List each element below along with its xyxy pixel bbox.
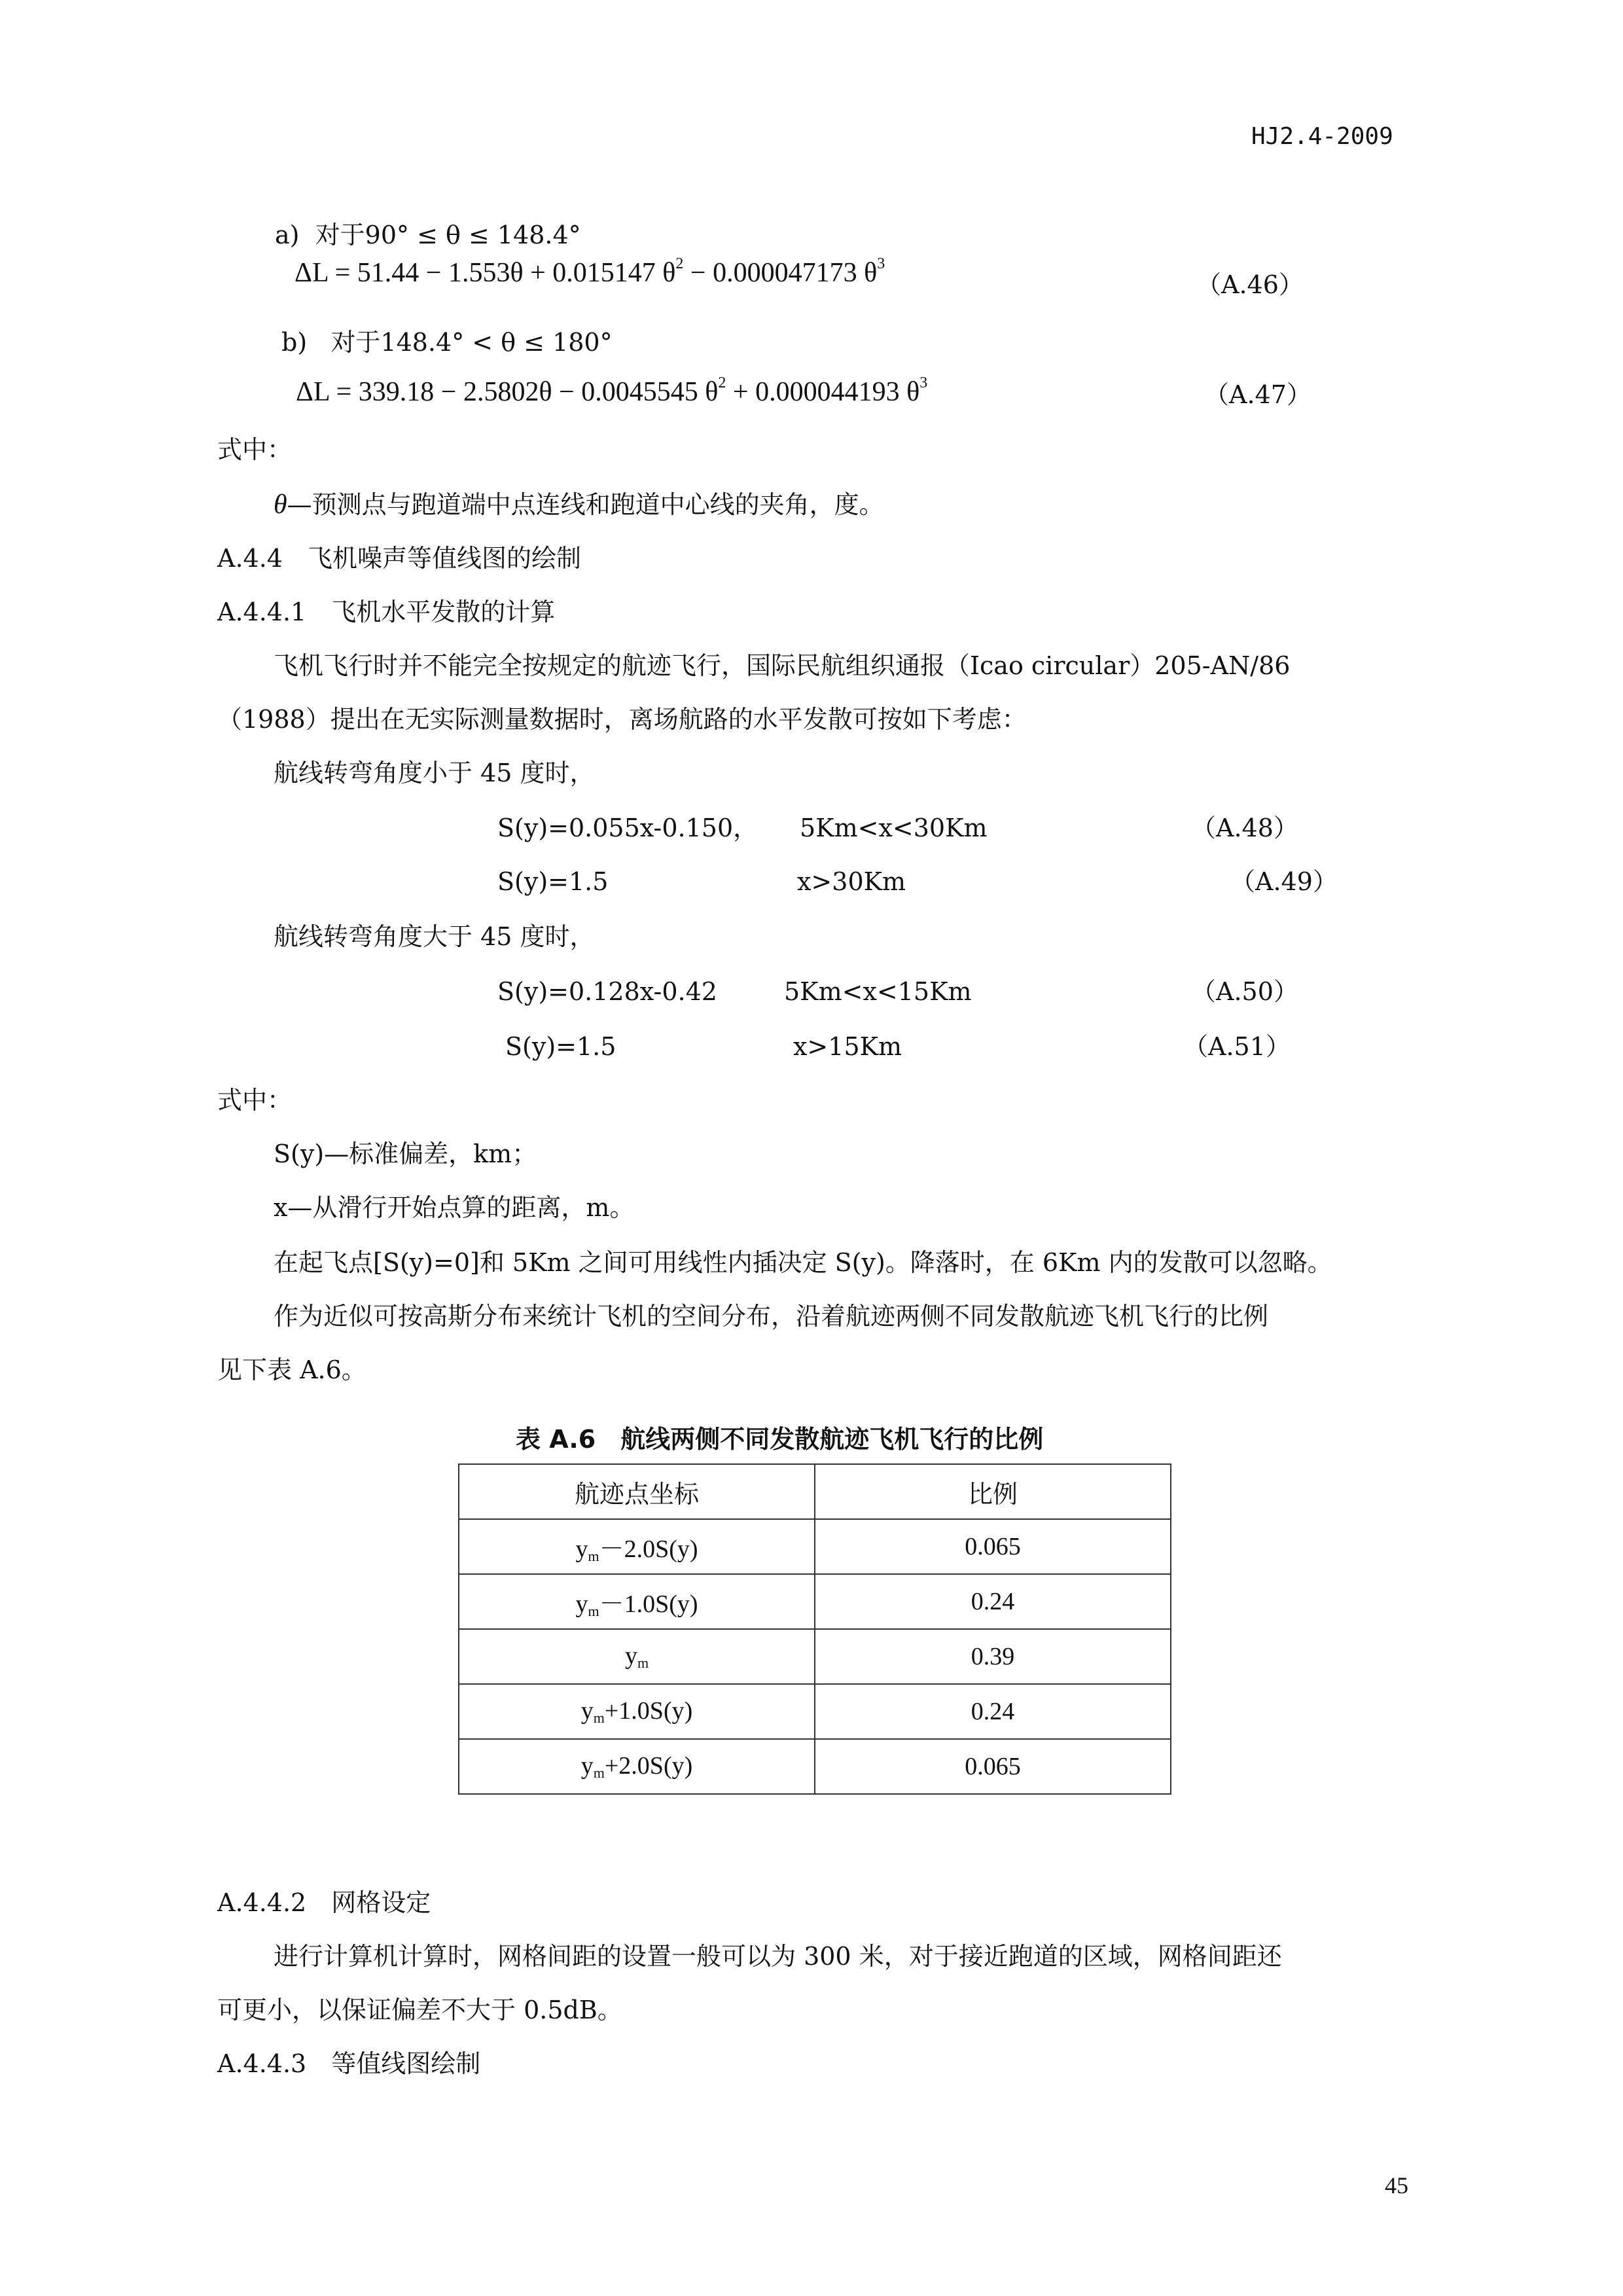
coord-base: y	[575, 1590, 588, 1618]
coord-base: y	[580, 1697, 594, 1725]
ratio-cell: 0.065	[815, 1519, 1171, 1574]
equation-number-a46: （A.46）	[1196, 270, 1304, 299]
coord-offset: －1.0S(y)	[599, 1590, 698, 1618]
theta-symbol: θ	[274, 490, 287, 520]
header-coordinate: 航迹点坐标	[459, 1464, 815, 1519]
coordinate-cell	[459, 1574, 815, 1629]
paragraph-4-line-1: 进行计算机计算时，网格间距的设置一般可以为 300 米，对于接近跑道的区域，网格间距还	[274, 1942, 1282, 1971]
paragraph-4-line-2: 可更小，以保证偏差不大于 0.5dB。	[217, 1996, 622, 2024]
eq49-number: （A.49）	[1230, 867, 1338, 896]
case-a-label: a)	[275, 221, 300, 249]
eq47-mid: + 0.000044193 θ	[726, 377, 920, 407]
turn-greater-than-45: 航线转弯角度大于 45 度时，	[274, 922, 595, 951]
table-row	[459, 1739, 1171, 1794]
coordinate-cell	[459, 1519, 815, 1574]
x-definition: x—从滑行开始点算的距离，m。	[274, 1193, 635, 1222]
coordinate-cell	[459, 1739, 815, 1794]
equation-a47	[296, 374, 927, 408]
theta-definition	[274, 491, 884, 518]
where-label-2: 式中：	[217, 1086, 293, 1115]
coord-offset: +1.0S(y)	[604, 1697, 693, 1725]
coordinate-cell	[459, 1684, 815, 1739]
paragraph-3-line-1: 作为近似可按高斯分布来统计飞机的空间分布，沿着航迹两侧不同发散航迹飞机飞行的比例	[274, 1302, 1269, 1331]
table-header-row	[459, 1464, 1171, 1519]
eq47-lhs: ΔL = 339.18 − 2.5802θ − 0.0045545 θ	[296, 377, 719, 407]
equation-a46	[294, 255, 885, 289]
eq49-formula: S(y)=1.5	[497, 867, 609, 896]
coord-base: y	[624, 1642, 637, 1670]
coord-offset: +2.0S(y)	[604, 1752, 693, 1780]
coord-subscript: m	[637, 1655, 649, 1671]
paragraph-1-line-1: 飞机飞行时并不能完全按规定的航迹飞行，国际民航组织通报（Icao circular）205-AN/86	[274, 651, 1291, 680]
eq46-exp3: 3	[877, 255, 885, 272]
header-ratio: 比例	[815, 1464, 1171, 1519]
case-b-text: 对于148.4° < θ ≤ 180°	[330, 328, 613, 357]
coord-base: y	[575, 1535, 588, 1563]
ratio-cell: 0.24	[815, 1574, 1171, 1629]
eq46-exp2: 2	[675, 255, 684, 272]
paragraph-2: 在起飞点[S(y)=0]和 5Km 之间可用线性内插决定 S(y)。降落时，在 6Km 内的发散可以忽略。	[274, 1248, 1332, 1277]
table-row	[459, 1574, 1171, 1629]
equation-number-a47: （A.47）	[1204, 380, 1311, 409]
eq48-number: （A.48）	[1191, 814, 1298, 842]
coord-subscript: m	[593, 1710, 605, 1726]
paragraph-1-line-2: （1988）提出在无实际测量数据时，离场航路的水平发散可按如下考虑：	[217, 705, 1027, 734]
page-number: 45	[1385, 2172, 1408, 2198]
eq48-formula: S(y)=0.055x-0.150，	[497, 814, 758, 842]
table-row	[459, 1684, 1171, 1739]
coord-subscript: m	[593, 1765, 605, 1781]
coord-subscript: m	[588, 1603, 599, 1619]
eq48-condition: 5Km<x<30Km	[800, 814, 988, 842]
case-a-condition	[275, 223, 581, 247]
coordinate-cell	[459, 1629, 815, 1684]
turn-less-than-45: 航线转弯角度小于 45 度时，	[274, 759, 595, 787]
eq49-condition: x>30Km	[797, 867, 906, 896]
section-a444-heading: A.4.4 飞机噪声等值线图的绘制	[217, 544, 581, 573]
ratio-cell: 0.24	[815, 1684, 1171, 1739]
eq46-mid: − 0.000047173 θ	[683, 258, 878, 288]
ratio-table	[458, 1463, 1171, 1795]
ratio-cell: 0.065	[815, 1739, 1171, 1794]
paragraph-3-line-2: 见下表 A.6。	[217, 1355, 366, 1384]
case-a-text: 对于90° ≤ θ ≤ 148.4°	[315, 221, 581, 249]
eq50-formula: S(y)=0.128x-0.42	[497, 977, 717, 1006]
where-label-1: 式中：	[217, 435, 293, 464]
eq51-number: （A.51）	[1183, 1032, 1291, 1061]
coord-subscript: m	[588, 1548, 599, 1564]
section-a4443-heading: A.4.4.3 等值线图绘制	[217, 2049, 481, 2078]
case-b-label: b)	[281, 328, 308, 357]
theta-definition-text: —预测点与跑道端中点连线和跑道中心线的夹角，度。	[287, 490, 884, 519]
eq51-condition: x>15Km	[793, 1032, 902, 1061]
table-row	[459, 1629, 1171, 1684]
document-code-header: HJ2.4-2009	[1251, 123, 1393, 150]
coord-offset: －2.0S(y)	[599, 1535, 698, 1563]
sy-definition: S(y)—标准偏差，km；	[274, 1139, 537, 1168]
eq51-formula: S(y)=1.5	[505, 1032, 616, 1061]
coord-base: y	[580, 1752, 594, 1780]
eq50-condition: 5Km<x<15Km	[784, 977, 972, 1006]
eq46-lhs: ΔL = 51.44 − 1.553θ + 0.015147 θ	[294, 258, 676, 288]
case-b-condition	[281, 330, 613, 355]
section-a4441-heading: A.4.4.1 飞机水平发散的计算	[217, 598, 556, 626]
eq50-number: （A.50）	[1191, 977, 1298, 1006]
ratio-cell: 0.39	[815, 1629, 1171, 1684]
table-row	[459, 1519, 1171, 1574]
table-caption: 表 A.6 航线两侧不同发散航迹飞机飞行的比例	[516, 1425, 1044, 1454]
eq47-exp3: 3	[919, 374, 928, 391]
eq47-exp2: 2	[718, 374, 726, 391]
section-a4442-heading: A.4.4.2 网格设定	[217, 1888, 431, 1917]
